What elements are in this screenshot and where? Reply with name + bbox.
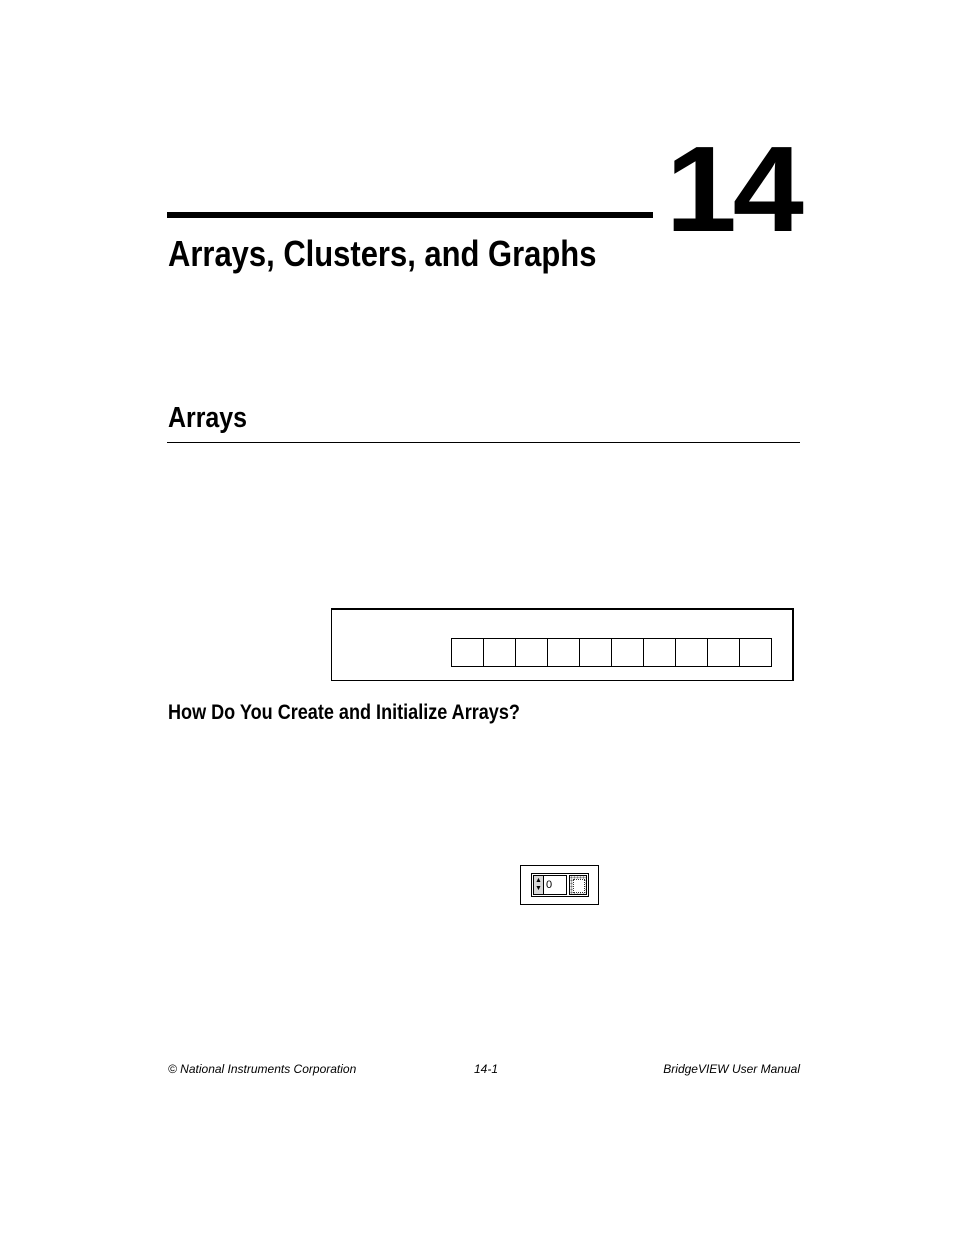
chapter-rule [167,212,653,218]
stepper-down-icon: ▼ [535,885,542,892]
array-index-value: 0 [546,879,553,891]
array-element-slot [569,875,587,895]
chapter-title: Arrays, Clusters, and Graphs [168,233,597,274]
section-heading-arrays: Arrays [168,402,248,434]
array-cell [451,638,484,667]
array-cell [643,638,676,667]
footer-manual-title: BridgeVIEW User Manual [663,1062,800,1076]
array-cell [483,638,516,667]
array-cells [451,638,772,667]
index-stepper [534,876,544,894]
array-cell [675,638,708,667]
array-cell [547,638,580,667]
array-cell [611,638,644,667]
stepper-up-icon: ▲ [535,877,542,884]
array-shell-control [531,873,589,897]
array-cell [739,638,772,667]
array-index-display [533,875,567,895]
chapter-number: 14 [665,121,800,257]
array-diagram [331,608,794,681]
subsection-heading-create-arrays: How Do You Create and Initialize Arrays? [168,701,520,724]
footer-page-number: 14-1 [474,1062,499,1076]
array-shell-figure [520,865,599,905]
section-rule [167,442,800,443]
footer-copyright: © National Instruments Corporation [168,1062,357,1076]
array-cell [515,638,548,667]
array-cell [707,638,740,667]
element-placeholder [573,879,585,893]
array-cell [579,638,612,667]
